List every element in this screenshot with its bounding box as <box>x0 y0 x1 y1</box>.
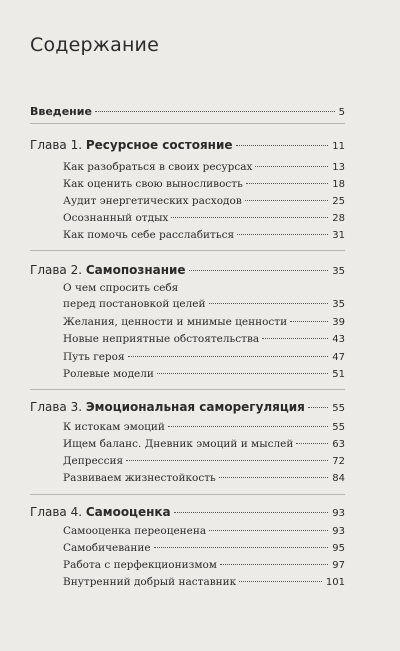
section-label: Как разобраться в своих ресурсах <box>63 161 253 173</box>
chapter-page: 55 <box>332 403 345 414</box>
section-page: 51 <box>332 369 345 380</box>
dot-leader <box>262 338 328 339</box>
section-page: 84 <box>332 473 345 484</box>
toc-section[interactable] <box>63 333 345 345</box>
section-label: Желания, ценности и мнимые ценности <box>63 316 288 328</box>
chapter-title: Ресурсное состояние <box>85 138 233 152</box>
section-page: 93 <box>332 526 345 537</box>
toc-chapter-3[interactable] <box>30 400 345 414</box>
section-page: 47 <box>332 352 345 363</box>
chapter-page: 11 <box>332 141 345 152</box>
section-page: 31 <box>332 230 345 241</box>
section-page: 95 <box>332 543 345 554</box>
section-page: 72 <box>332 456 345 467</box>
section-page: 55 <box>332 422 345 433</box>
section-label: Развиваем жизнестойкость <box>63 472 216 484</box>
toc-section[interactable] <box>63 542 345 554</box>
separator <box>30 389 345 390</box>
section-label: Как оценить свою выносливость <box>63 178 243 190</box>
section-label: Аудит энергетических расходов <box>63 195 242 207</box>
section-page: 25 <box>332 196 345 207</box>
section-label: Новые неприятные обстоятельства <box>63 333 260 345</box>
dot-leader <box>296 443 328 444</box>
toc-section[interactable] <box>63 212 345 224</box>
chapter-page: 93 <box>332 508 345 519</box>
section-label: Ролевые модели <box>63 368 154 380</box>
chapter-title: Эмоциональная саморегуляция <box>85 400 305 414</box>
dot-leader <box>246 183 328 184</box>
toc-section[interactable] <box>63 525 345 537</box>
section-page: 43 <box>332 334 345 345</box>
toc-section[interactable] <box>63 195 345 207</box>
toc-section-line1[interactable] <box>63 282 345 294</box>
dot-leader <box>128 356 329 357</box>
dot-leader <box>220 564 328 565</box>
section-page: 101 <box>325 577 345 588</box>
section-label: Осознанный отдых <box>63 212 169 224</box>
dot-leader <box>308 407 328 408</box>
chapter-title: Самооценка <box>85 505 171 519</box>
dot-leader <box>174 512 329 513</box>
chapter-number: Глава 2. <box>30 263 83 277</box>
dot-leader <box>154 547 329 548</box>
toc-section[interactable] <box>63 559 345 571</box>
chapter-number: Глава 1. <box>30 138 83 152</box>
section-label: Путь героя <box>63 351 125 363</box>
toc-section[interactable] <box>63 316 345 328</box>
dot-leader <box>239 581 322 582</box>
dot-leader <box>171 217 328 218</box>
section-label: Самооценка переоценена <box>63 525 207 537</box>
chapter-page: 35 <box>332 266 345 277</box>
section-page: 35 <box>332 299 345 310</box>
dot-leader <box>126 460 328 461</box>
toc-chapter-4[interactable] <box>30 505 345 519</box>
section-page: 63 <box>332 439 345 450</box>
section-label: Работа с перфекционизмом <box>63 559 217 571</box>
dot-leader <box>189 270 329 271</box>
section-label: Как помочь себе расслабиться <box>63 229 235 241</box>
section-page: 28 <box>332 213 345 224</box>
toc-chapter-2[interactable] <box>30 263 345 277</box>
toc-section[interactable] <box>63 161 345 173</box>
toc-section[interactable] <box>63 455 345 467</box>
toc-section[interactable] <box>63 472 345 484</box>
section-label: Ищем баланс. Дневник эмоций и мыслей <box>63 438 294 450</box>
section-page: 39 <box>332 317 345 328</box>
dot-leader <box>237 234 328 235</box>
section-label: Депрессия <box>63 455 124 467</box>
toc-section[interactable] <box>63 368 345 380</box>
chapter-number: Глава 3. <box>30 400 83 414</box>
separator <box>30 123 345 124</box>
toc-section[interactable] <box>63 351 345 363</box>
section-page: 97 <box>332 560 345 571</box>
dot-leader <box>255 166 328 167</box>
toc-section[interactable] <box>63 421 345 433</box>
section-label: перед постановкой целей <box>63 298 206 310</box>
toc-section[interactable] <box>63 298 345 310</box>
dot-leader <box>209 530 328 531</box>
toc-section[interactable] <box>63 576 345 588</box>
section-label: О чем спросить себя <box>63 282 179 294</box>
toc-intro[interactable] <box>30 105 345 118</box>
dot-leader <box>95 111 335 112</box>
section-label: К истокам эмоций <box>63 421 165 433</box>
chapter-number: Глава 4. <box>30 505 83 519</box>
dot-leader <box>236 145 329 146</box>
dot-leader <box>219 477 329 478</box>
separator <box>30 494 345 495</box>
page-title: Содержание <box>30 34 159 56</box>
toc-intro-page: 5 <box>338 107 345 118</box>
toc-section[interactable] <box>63 178 345 190</box>
section-page: 18 <box>332 179 345 190</box>
dot-leader <box>290 321 328 322</box>
toc-chapter-1[interactable] <box>30 138 345 152</box>
toc-section[interactable] <box>63 229 345 241</box>
section-page: 13 <box>332 162 345 173</box>
section-label: Внутренний добрый наставник <box>63 576 237 588</box>
toc-section[interactable] <box>63 438 345 450</box>
dot-leader <box>157 373 328 374</box>
section-label: Самобичевание <box>63 542 151 554</box>
chapter-title: Самопознание <box>85 263 186 277</box>
toc-intro-label: Введение <box>30 105 92 118</box>
separator <box>30 250 345 251</box>
dot-leader <box>245 200 329 201</box>
dot-leader <box>168 426 328 427</box>
dot-leader <box>209 303 329 304</box>
